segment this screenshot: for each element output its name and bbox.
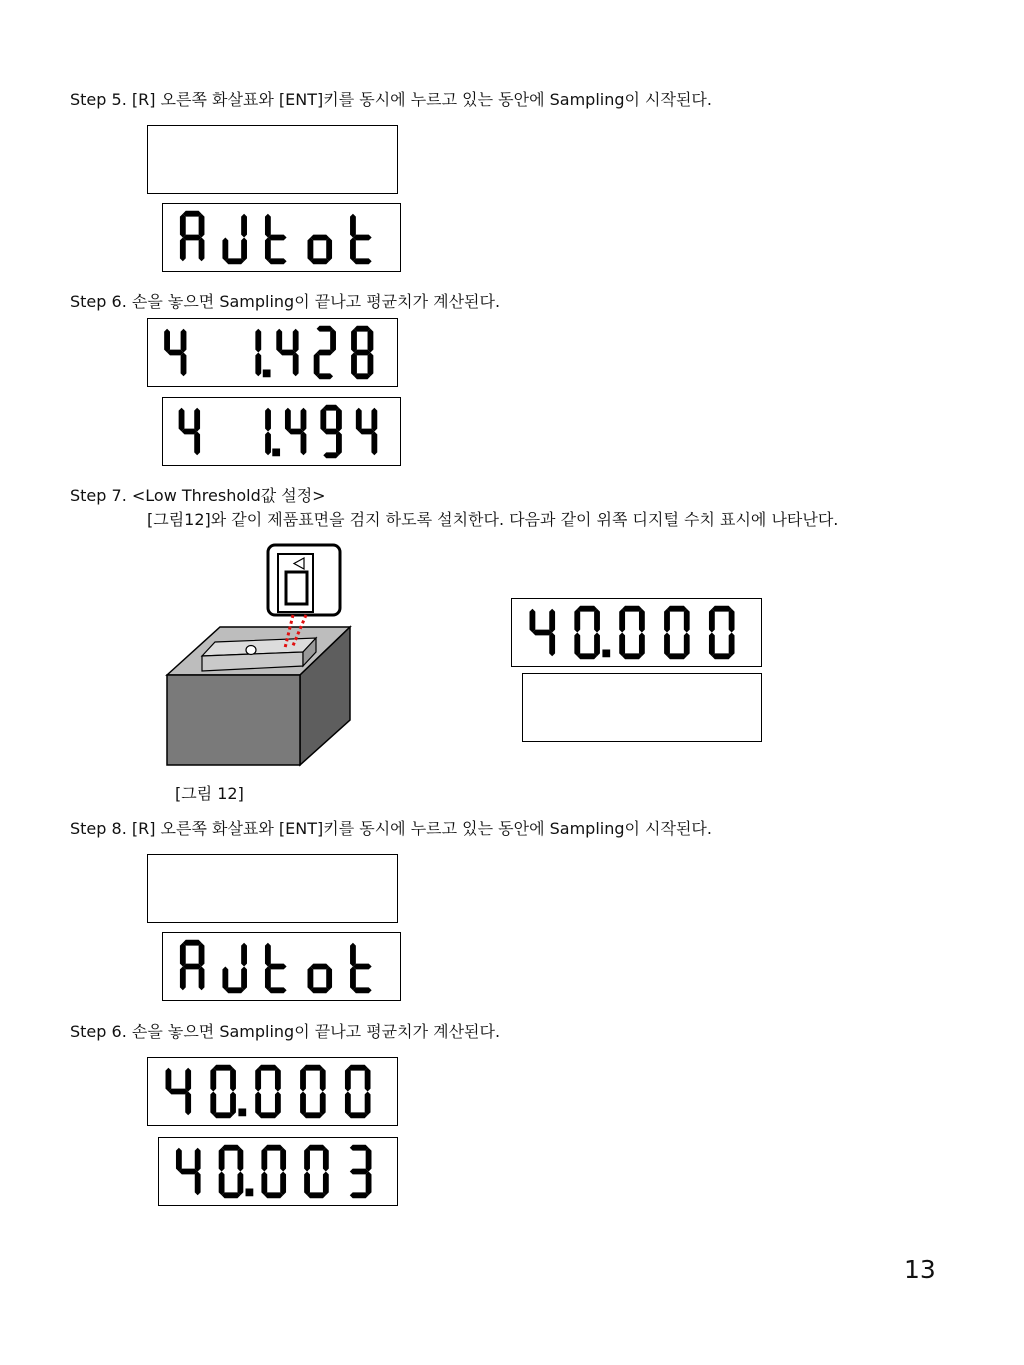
digit-segment xyxy=(265,943,271,967)
digit-segment xyxy=(323,405,339,411)
step5-lower-display xyxy=(162,203,401,272)
digit-segment xyxy=(684,609,690,633)
decimal-point xyxy=(602,649,610,657)
digit-segment xyxy=(219,1148,225,1172)
digit-segment xyxy=(345,1068,351,1092)
digit-segment xyxy=(549,609,555,633)
digit-segment xyxy=(667,653,687,659)
digit-segment xyxy=(167,350,183,356)
digit-segment xyxy=(639,609,645,633)
digit-segment xyxy=(293,353,299,377)
digit-segment xyxy=(185,1092,191,1116)
digit-segment xyxy=(368,329,374,353)
step7-lower-display-blank xyxy=(522,673,762,742)
digit-segment xyxy=(594,609,600,633)
digit-segment xyxy=(351,329,357,353)
digit-segment xyxy=(222,967,228,991)
digit-segment xyxy=(308,238,314,262)
digit-segment xyxy=(237,1148,243,1172)
digit-segment xyxy=(268,235,287,241)
digit-segment xyxy=(265,238,271,262)
digit-segment xyxy=(166,1068,172,1092)
digit-segment xyxy=(241,967,247,991)
digit-segment xyxy=(275,1068,281,1092)
digit-segment xyxy=(619,609,625,633)
digit-segment xyxy=(359,429,375,435)
digit-segment xyxy=(320,1068,326,1092)
digit-segment xyxy=(310,235,329,241)
digit-segment xyxy=(729,633,735,657)
digit-segment xyxy=(199,943,205,967)
digit-segment xyxy=(183,940,202,946)
digit-segment xyxy=(712,653,732,659)
digit-segment xyxy=(182,429,198,435)
digit-segment xyxy=(210,1068,216,1092)
digit-segment xyxy=(350,214,356,238)
figure-12-sensor-illustration xyxy=(160,540,360,770)
digit-segment xyxy=(213,1065,233,1071)
digit-segment xyxy=(255,1092,261,1116)
digit-segment xyxy=(301,408,307,432)
digit-segment xyxy=(729,609,735,633)
digit-segment xyxy=(353,987,372,993)
digit-segment xyxy=(317,326,333,332)
digit-segment xyxy=(594,633,600,657)
step8-lower-display xyxy=(162,932,401,1001)
digit-segment xyxy=(268,964,287,970)
digit-segment xyxy=(323,452,339,458)
digit-segment xyxy=(222,238,228,262)
digit-segment xyxy=(304,1148,310,1172)
digit-segment xyxy=(180,214,186,238)
digit-segment xyxy=(366,1172,372,1196)
digit-segment xyxy=(265,214,271,238)
digit-segment xyxy=(268,987,287,993)
digit-segment xyxy=(368,353,374,377)
digit-segment xyxy=(225,258,244,264)
digit-segment xyxy=(667,606,687,612)
digit-segment xyxy=(288,429,304,435)
digit-segment xyxy=(179,408,185,432)
digit-segment xyxy=(255,329,261,353)
step6a-upper-display xyxy=(147,318,398,387)
digit-segment xyxy=(265,408,271,432)
digit-segment xyxy=(180,943,186,967)
digit-segment xyxy=(330,329,336,353)
digit-segment xyxy=(301,432,307,456)
sensor-lens xyxy=(286,572,307,604)
digit-segment xyxy=(275,1092,281,1116)
step8-upper-display-blank xyxy=(147,854,398,923)
digit-segment xyxy=(310,258,329,264)
digit-segment xyxy=(225,987,244,993)
digit-segment xyxy=(279,350,295,356)
digit-segment xyxy=(577,606,597,612)
digit-segment xyxy=(293,329,299,353)
digit-segment xyxy=(264,1192,283,1198)
digit-segment xyxy=(255,1068,261,1092)
digit-segment xyxy=(180,238,186,262)
digit-segment xyxy=(323,1172,329,1196)
figure-12-caption: [그림 12] xyxy=(175,784,244,803)
digit-segment xyxy=(336,408,342,432)
digit-segment xyxy=(258,1065,278,1071)
digit-segment xyxy=(619,633,625,657)
digit-segment xyxy=(183,235,202,241)
digit-segment xyxy=(195,1172,201,1196)
step6b-lower-display xyxy=(158,1137,398,1206)
decimal-point xyxy=(272,448,280,456)
digit-segment xyxy=(276,329,282,353)
digit-segment xyxy=(310,987,329,993)
step5-upper-display-blank xyxy=(147,125,398,194)
digit-segment xyxy=(530,609,536,633)
digit-segment xyxy=(350,943,356,967)
digit-segment xyxy=(639,633,645,657)
digit-segment xyxy=(164,329,170,353)
digit-segment xyxy=(574,633,580,657)
digit-segment xyxy=(264,1145,283,1151)
digit-segment xyxy=(265,967,271,991)
digit-segment xyxy=(213,1112,233,1118)
digit-segment xyxy=(326,967,332,991)
digit-segment xyxy=(183,211,202,217)
digit-segment xyxy=(300,1092,306,1116)
decimal-point xyxy=(263,369,271,377)
digit-segment xyxy=(179,1169,198,1175)
digit-segment xyxy=(577,653,597,659)
digit-segment xyxy=(323,1148,329,1172)
digit-segment xyxy=(709,609,715,633)
digit-segment xyxy=(176,1148,182,1172)
digit-segment xyxy=(300,1068,306,1092)
digit-segment xyxy=(317,373,333,379)
digit-segment xyxy=(350,1192,369,1198)
digit-segment xyxy=(280,1172,286,1196)
digit-segment xyxy=(280,1148,286,1172)
digit-segment xyxy=(350,967,356,991)
step6b-upper-display xyxy=(147,1057,398,1126)
digit-segment xyxy=(304,1172,310,1196)
box-front xyxy=(167,675,300,765)
decimal-point xyxy=(246,1188,254,1196)
digit-segment xyxy=(285,408,291,432)
digit-segment xyxy=(183,964,202,970)
digit-segment xyxy=(365,1092,371,1116)
digit-segment xyxy=(195,1148,201,1172)
digit-segment xyxy=(371,408,377,432)
digit-segment xyxy=(345,1092,351,1116)
digit-segment xyxy=(255,353,261,377)
digit-segment xyxy=(532,630,552,636)
digit-segment xyxy=(307,1145,326,1151)
digit-segment xyxy=(622,653,642,659)
digit-segment xyxy=(366,1148,372,1172)
digit-segment xyxy=(258,1112,278,1118)
digit-segment xyxy=(303,1112,323,1118)
digit-segment xyxy=(350,1169,369,1175)
digit-segment xyxy=(199,214,205,238)
digit-segment xyxy=(230,1092,236,1116)
digit-segment xyxy=(222,1145,241,1151)
digit-segment xyxy=(664,609,670,633)
digit-segment xyxy=(320,1092,326,1116)
digit-segment xyxy=(199,967,205,991)
digit-segment xyxy=(265,432,271,456)
digit-segment xyxy=(356,408,362,432)
digit-segment xyxy=(310,964,329,970)
digit-segment xyxy=(336,432,342,456)
digit-segment xyxy=(180,967,186,991)
digit-segment xyxy=(353,235,372,241)
digit-segment xyxy=(210,1092,216,1116)
digit-segment xyxy=(199,238,205,262)
digit-segment xyxy=(326,238,332,262)
digit-segment xyxy=(348,1112,368,1118)
digit-segment xyxy=(168,1089,188,1095)
digit-segment xyxy=(317,350,333,356)
digit-segment xyxy=(371,432,377,456)
digit-segment xyxy=(308,967,314,991)
digit-segment xyxy=(350,1145,369,1151)
digit-segment xyxy=(314,353,320,377)
digit-segment xyxy=(348,1065,368,1071)
digit-segment xyxy=(365,1068,371,1092)
digit-segment xyxy=(351,353,357,377)
digit-segment xyxy=(712,606,732,612)
digit-segment xyxy=(241,238,247,262)
digit-segment xyxy=(307,1192,326,1198)
digit-segment xyxy=(303,1065,323,1071)
digit-segment xyxy=(219,1172,225,1196)
digit-segment xyxy=(241,214,247,238)
step7-text: Step 7. <Low Threshold값 설정> xyxy=(70,486,326,505)
digit-segment xyxy=(353,964,372,970)
digit-segment xyxy=(194,432,200,456)
product-mark-icon xyxy=(246,646,256,655)
digit-segment xyxy=(222,1192,241,1198)
digit-segment xyxy=(230,1068,236,1092)
decimal-point xyxy=(238,1108,246,1116)
digit-segment xyxy=(185,1068,191,1092)
digit-segment xyxy=(181,329,187,353)
digit-segment xyxy=(684,633,690,657)
step7-upper-display xyxy=(511,598,762,667)
digit-segment xyxy=(354,373,370,379)
digit-segment xyxy=(664,633,670,657)
digit-segment xyxy=(194,408,200,432)
digit-segment xyxy=(709,633,715,657)
digit-segment xyxy=(181,353,187,377)
digit-segment xyxy=(350,238,356,262)
step7-description: [그림12]와 같이 제품표면을 검지 하도록 설치한다. 다음과 같이 위쪽 디지털 수치 표시에 나타난다. xyxy=(147,510,839,529)
digit-segment xyxy=(241,943,247,967)
digit-segment xyxy=(323,429,339,435)
step6a-lower-display xyxy=(162,397,401,466)
digit-segment xyxy=(237,1172,243,1196)
digit-segment xyxy=(261,1172,267,1196)
digit-segment xyxy=(261,1148,267,1172)
step6a-text: Step 6. 손을 놓으면 Sampling이 끝나고 평균치가 계산된다. xyxy=(70,292,501,311)
digit-segment xyxy=(549,633,555,657)
digit-segment xyxy=(354,350,370,356)
digit-segment xyxy=(268,258,287,264)
digit-segment xyxy=(353,258,372,264)
step6b-text: Step 6. 손을 놓으면 Sampling이 끝나고 평균치가 계산된다. xyxy=(70,1022,501,1041)
step5-text: Step 5. [R] 오른쪽 화살표와 [ENT]키를 동시에 누르고 있는 동안에 Sampling이 시작된다. xyxy=(70,90,712,109)
digit-segment xyxy=(622,606,642,612)
step8-text: Step 8. [R] 오른쪽 화살표와 [ENT]키를 동시에 누르고 있는 동안에 Sampling이 시작된다. xyxy=(70,819,712,838)
digit-segment xyxy=(354,326,370,332)
digit-segment xyxy=(320,408,326,432)
page-number: 13 xyxy=(904,1255,936,1284)
digit-segment xyxy=(574,609,580,633)
